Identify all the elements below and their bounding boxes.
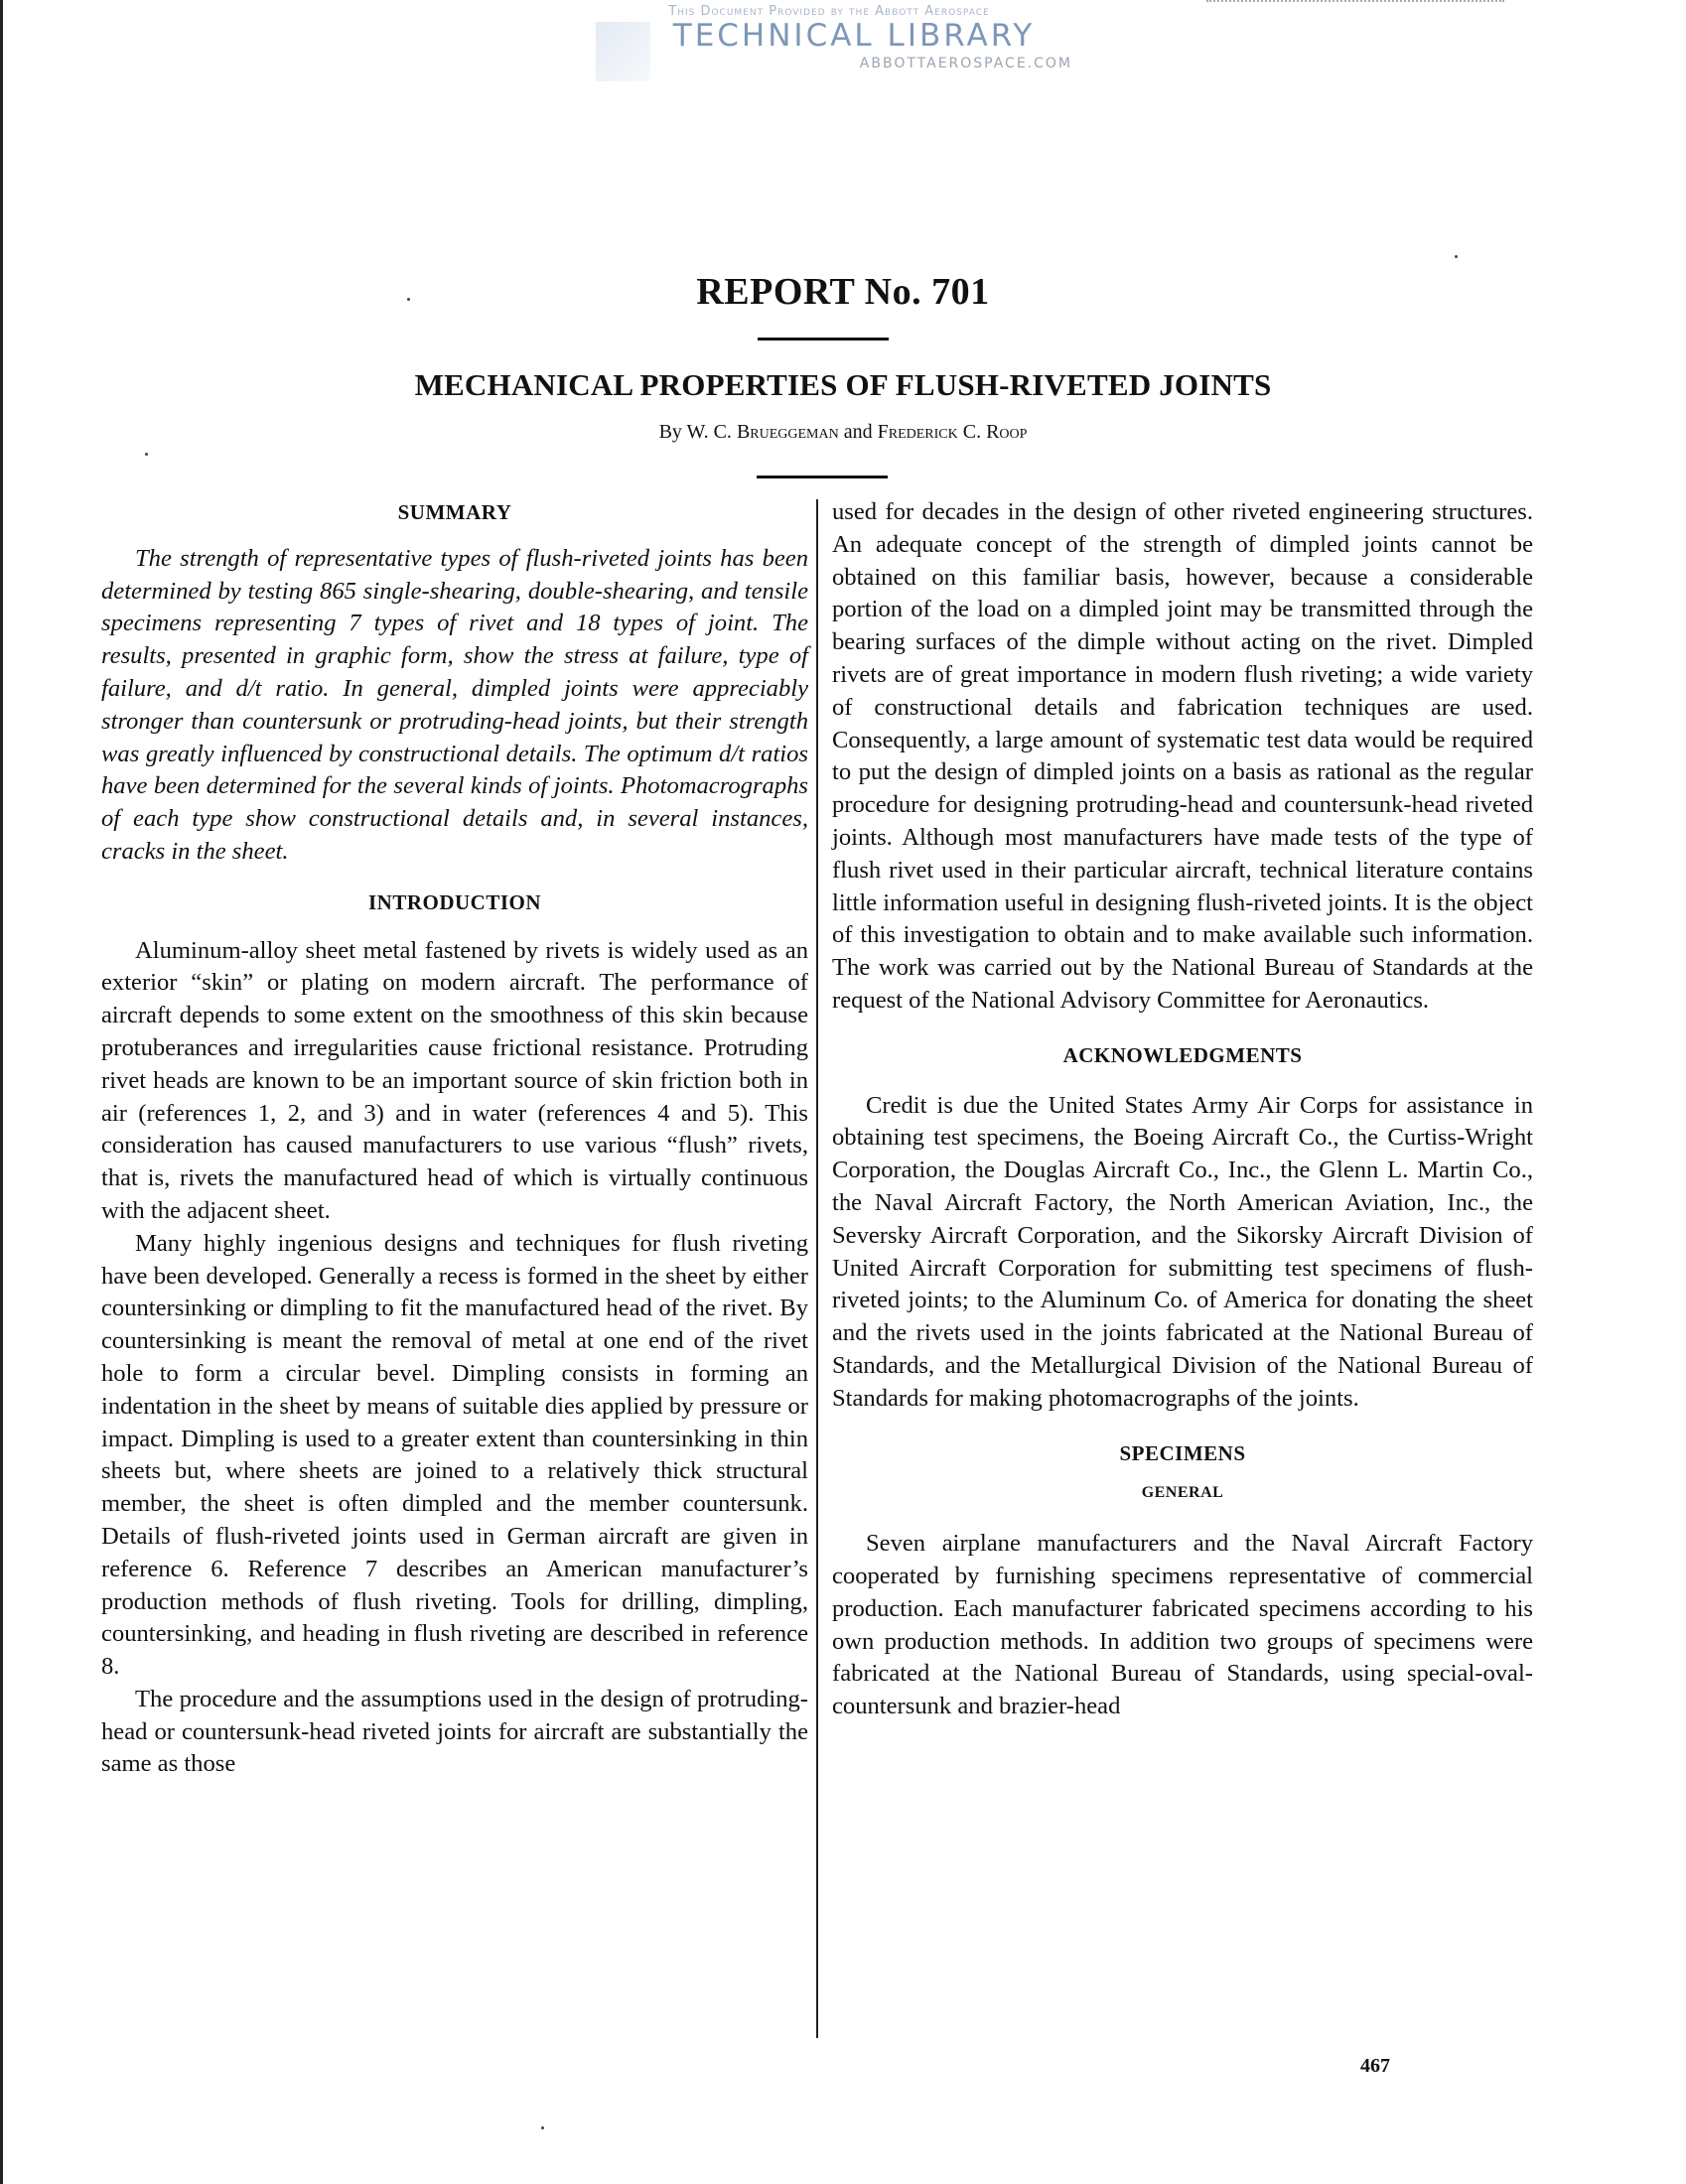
summary-text: The strength of representative types of flush-riveted joints has been determined by testing 865 single-shearing, double-shearing, and tensile specimens representing 7 types of rivet and 18 types of joint. The results, presented in graphic form, show the stress at failure, type of failure, and d/t ratio. In general, dimpled joints were appreciably stronger than countersunk or protruding-head joints, but their strength was greatly influenced by constructional details. The optimum d/t ratios have been determined for the several kinds of joints. Photomacrographs of each type show constructional details and, in several instances, cracks in the sheet. xyxy=(101,544,808,865)
scan-speck xyxy=(1455,255,1458,258)
scan-speck xyxy=(407,298,410,301)
specimens-text: Seven airplane manufacturers and the Naval Aircraft Factory cooperated by furnishing specimens representative of commercial production. Each manufacturer fabricated specimens according to his own production methods. In addition two groups of specimens were fabricated at the National Bureau of Standards, using special-oval-countersunk and brazier-head xyxy=(832,1530,1533,1720)
scan-speck xyxy=(145,453,148,456)
author1-initials: W. C. xyxy=(686,421,732,443)
introduction-paragraph-2: Many highly ingenious designs and techniques for flush riveting have been developed. Generally a recess is formed in the sheet by either countersinking or dimpling to fit the manufactured head of the rivet. By countersinking is meant the removal of metal at one end of the rivet hole to form a circular bevel. Dimpling consists in forming an indentation in the sheet by means of suitable dies applied by pressure or impact. Dimpling is used to a greater extent than countersinking in thin sheets but, where sheets are joined to a relatively thick structural member, the sheet is often dimpled and the member countersunk. Details of flush-riveted joints used in German aircraft are given in reference 6. Reference 7 describes an American manufacturer’s production methods of flush riveting. Tools for drilling, dimpling, countersinking, and heading in flush riveting are described in reference 8. xyxy=(101,1229,808,1681)
left-column xyxy=(101,496,808,1781)
author1-surname: Brueggeman xyxy=(736,421,839,443)
byline-and: and xyxy=(843,421,873,443)
watermark-url: ABBOTTAEROSPACE.COM xyxy=(859,56,1072,71)
author2-surname: Roop xyxy=(986,421,1028,443)
scan-speck xyxy=(541,2126,544,2129)
introduction-paragraph-1: Aluminum-alloy sheet metal fastened by rivets is widely used as an exterior “skin” or plating on modern aircraft. The performance of aircraft depends to some extent on the smoothness of this skin because protuberances and irregularities cause frictional resistance. Protruding rivet heads are known to be an important source of skin friction both in air (references 1, 2, and 3) and in water (references 4 and 5). This consideration has caused manufacturers to use various “flush” rivets, that is, rivets the manufactured head of which is virtually continuous with the adjacent sheet. xyxy=(101,936,808,1224)
watermark-line2: TECHNICAL LIBRARY xyxy=(672,18,1036,54)
introduction-continuation: used for decades in the design of other riveted engineering structures. An adequate concept of the strength of dimpled joints cannot be obtained on this familiar basis, however, because a considerable portion of the load on a dimpled joint may be transmitted through the bearing surfaces of the dimple without acting on the rivet. Dimpled rivets are of great importance in modern flush riveting; a wide variety of constructional details and fabrication techniques are used. Consequently, a large amount of systematic test data would be required to put the design of dimpled joints on a basis as rational as the regular procedure for designing protruding-head and countersunk-head riveted joints. Although most manufacturers have made tests of the type of flush rivet used in their particular aircraft, technical literature contains little information useful in designing flush-riveted joints. It is the object of this investigation to obtain and to make available such information. The work was carried out by the National Bureau of Standards at the request of the National Advisory Committee for Aeronautics. xyxy=(832,498,1533,1014)
introduction-paragraph-3: The procedure and the assumptions used in the design of protruding-head or countersunk-head riveted joints for aircraft are substantially the same as those xyxy=(101,1685,808,1778)
watermark-line1: This Document Provided by the Abbott Aerospace xyxy=(668,4,990,19)
author2-initials: C. xyxy=(962,421,982,443)
watermark xyxy=(596,2,1092,81)
page-edge-rule xyxy=(0,0,3,2184)
byline xyxy=(0,421,1686,444)
right-column xyxy=(832,496,1533,1723)
acknowledgments-text: Credit is due the United States Army Air Corps for assistance in obtaining test specimens, the Boeing Aircraft Co., the Curtiss-Wright Corporation, the Douglas Aircraft Co., Inc., the Glenn L. Martin Co., the Naval Aircraft Factory, the North American Aviation, Inc., the Seversky Aircraft Corporation, and the Sikorsky Aircraft Division of United Aircraft Corporation for submitting test specimens of flush-riveted joints; to the Aluminum Co. of America for donating the sheet and the rivets used in the joints fabricated at the National Bureau of Standards, and the Metallurgical Division of the National Bureau of Standards for making photomacrographs of the joints. xyxy=(832,1091,1533,1412)
report-number: REPORT No. 701 xyxy=(696,271,990,313)
title-divider-bottom xyxy=(757,476,888,478)
column-divider xyxy=(816,499,818,2038)
acknowledgments-heading: ACKNOWLEDGMENTS xyxy=(1062,1042,1303,1067)
byline-by: By xyxy=(658,421,682,443)
general-subheading: GENERAL xyxy=(1141,1484,1224,1502)
summary-heading: SUMMARY xyxy=(397,500,512,524)
scan-artifact-top xyxy=(1206,0,1504,6)
author2-given: Frederick xyxy=(877,421,958,443)
title-divider-top xyxy=(758,338,889,341)
paper-title: MECHANICAL PROPERTIES OF FLUSH-RIVETED JOINTS xyxy=(414,367,1272,402)
introduction-heading: INTRODUCTION xyxy=(367,889,542,914)
specimens-heading: SPECIMENS xyxy=(1119,1440,1246,1465)
page-number: 467 xyxy=(1360,2055,1390,2077)
